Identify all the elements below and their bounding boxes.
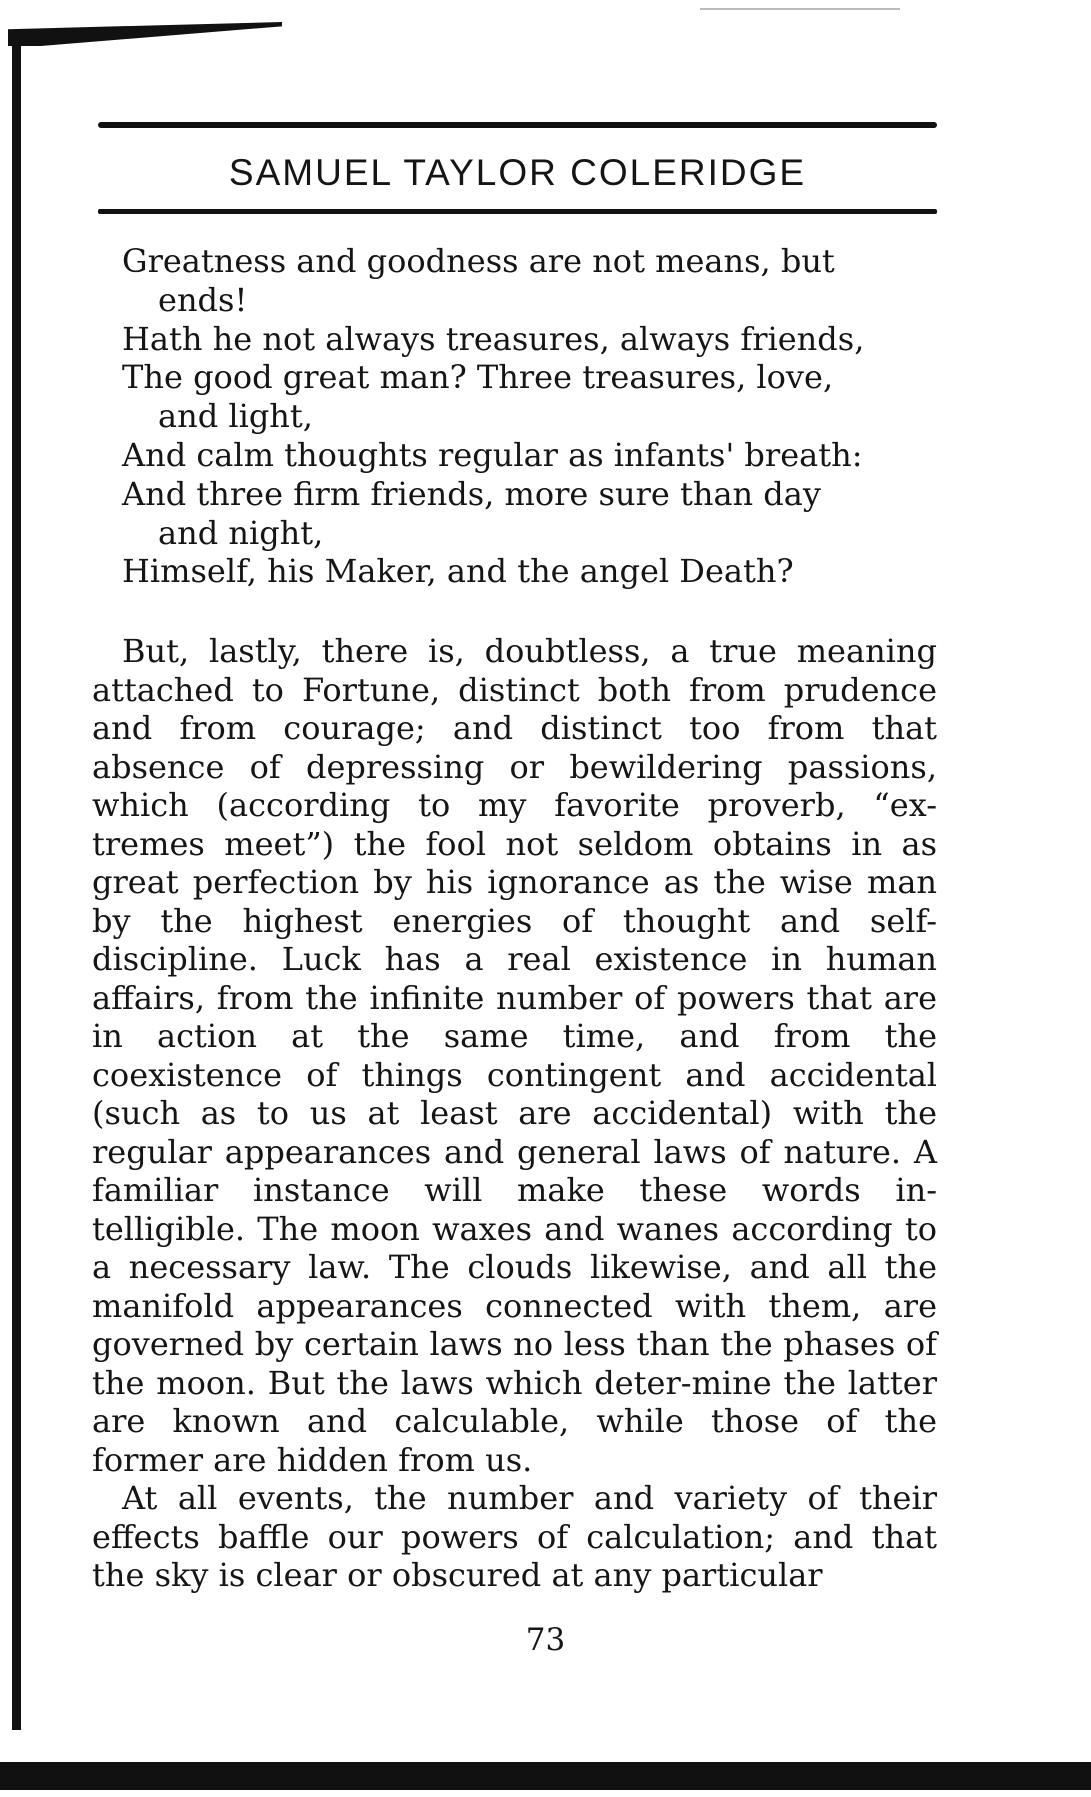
- scan-edge-left: [12, 30, 21, 1730]
- poem-line: Hath he not always treasures, always friends,: [122, 319, 865, 358]
- scan-edge-top: [8, 22, 282, 46]
- body-text: [92, 632, 937, 1595]
- poem-line: The good great man? Three treasures, love,: [122, 358, 834, 397]
- poem-line: Himself, his Maker, and the angel Death?: [122, 552, 794, 591]
- header-rule-bottom: [98, 209, 937, 214]
- scan-edge-top-line: [700, 8, 900, 10]
- poem-line: And calm thoughts regular as infants' breath:: [122, 435, 863, 474]
- header-rule-top: [98, 122, 937, 128]
- running-head: SAMUEL TAYLOR COLERIDGE: [228, 152, 807, 193]
- paragraph: At all events, the number and variety of their effects baffle our powers of calculation; and that the sky is clear or obscured at any particular: [92, 1479, 937, 1594]
- poem-stanza: [122, 242, 937, 591]
- poem-line: And three firm friends, more sure than day: [122, 474, 821, 513]
- scan-edge-bottom: [0, 1762, 1091, 1790]
- page-number: 73: [525, 1622, 566, 1658]
- poem-line: Greatness and goodness are not means, but: [122, 242, 835, 280]
- poem-line: and light,: [158, 397, 313, 436]
- paragraph: But, lastly, there is, doubtless, a true meaning attached to Fortune, distinct both from prudence and from courage; and distinct too from that absence of depressing or bewildering passions, which (according to my favorite proverb, “ex-tremes meet”) the fool not seldom obtains in as great perfection by his ignorance as the wise man by the highest energies of thought and self-discipline. Luck has a real existence in human affairs, from the infinite number of powers that are in action at the same time, and from the coexistence of things contingent and accidental (such as to us at least are accidental) with the regular appearances and general laws of nature. A familiar instance will make these words in-telligible. The moon waxes and wanes according to a necessary law. The clouds likewise, and all the manifold appearances connected with them, are governed by certain laws no less than the phases of the moon. But the laws which deter-mine the latter are known and calculable, while those of the former are hidden from us.: [92, 632, 937, 1479]
- poem-line: and night,: [158, 513, 324, 552]
- poem-line: ends!: [158, 280, 248, 319]
